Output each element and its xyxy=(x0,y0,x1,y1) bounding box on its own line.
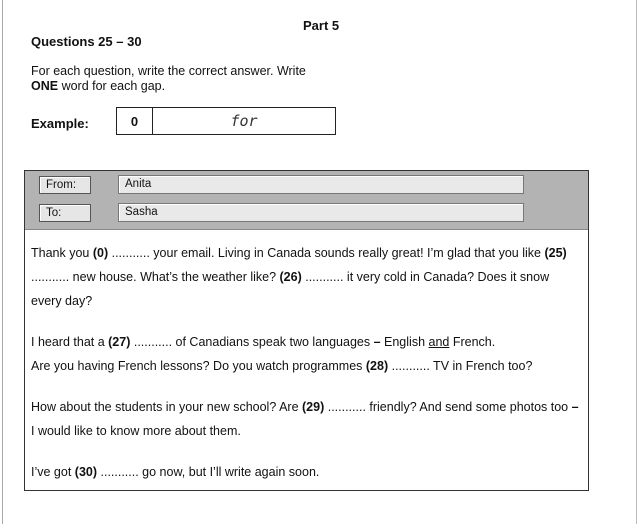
questions-heading: Questions 25 – 30 xyxy=(31,34,142,49)
paragraph-3: How about the students in your new school? Are (29) ........... friendly? And send some photos too – I would like to know more about them. xyxy=(31,400,579,438)
instructions: For each question, write the correct answer. Write ONE word for each gap. xyxy=(31,64,306,93)
gap-28-blank: ........... xyxy=(391,359,430,373)
gap-27-number: (27) xyxy=(108,335,131,349)
gap-30-blank: ........... xyxy=(100,465,139,479)
paragraph-1: Thank you (0) ........... your email. Living in Canada sounds really great! I’m glad that you like (25) ........... new house. What’s the weather like? (26) ........... it very cold in Canada? Does it snow every day? xyxy=(31,246,567,308)
gap-25-blank: ........... xyxy=(31,270,70,284)
gap-0-blank: ........... xyxy=(111,246,150,260)
to-label: To: xyxy=(39,204,91,222)
paragraph-2: I heard that a (27) ........... of Canadians speak two languages – English and French. Are you having French lessons? Do you watch programmes (28) ........... TV in French too? xyxy=(31,335,533,373)
gap-29-number: (29) xyxy=(302,400,325,414)
gap-28-number: (28) xyxy=(365,359,389,373)
paragraph-4: I’ve got (30) ........... go now, but I’ll write again soon. xyxy=(31,465,320,479)
example-answer: for xyxy=(230,112,258,130)
email-panel xyxy=(24,170,589,491)
gap-0-number: (0) xyxy=(92,246,109,260)
gap-27-blank: ........... xyxy=(133,335,173,349)
example-label: Example: xyxy=(31,116,89,131)
gap-26-number: (26) xyxy=(279,270,302,284)
gap-26-blank: ........... xyxy=(305,270,344,284)
example-number: 0 xyxy=(117,108,153,134)
page-edge-left xyxy=(2,0,3,524)
page-edge-right xyxy=(636,0,637,524)
gap-29-blank: ........... xyxy=(327,400,366,414)
email-body xyxy=(31,241,583,501)
gap-25-number: (25) xyxy=(544,246,567,260)
gap-30-number: (30) xyxy=(74,465,98,479)
to-field: Sasha xyxy=(118,203,524,222)
part-title: Part 5 xyxy=(303,18,340,33)
from-field: Anita xyxy=(118,175,524,194)
from-label: From: xyxy=(39,176,91,194)
email-header xyxy=(25,171,588,230)
example-box xyxy=(116,107,336,135)
